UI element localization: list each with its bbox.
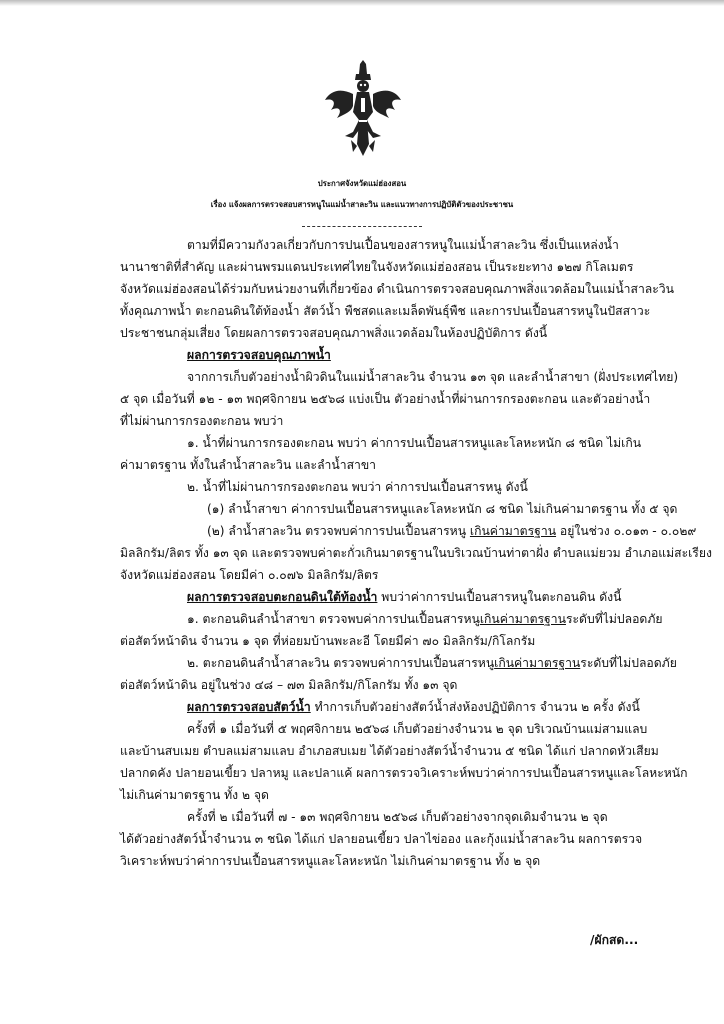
title-divider <box>302 226 422 227</box>
continued-marker: /ผักสด... <box>590 933 639 947</box>
water-subitem-1: (๑) ลำน้ำสาขา ค่าการปนเปื้อนสารหนูและโลหะหนัก ๘ ชนิด ไม่เกินค่ามาตรฐาน ทั้ง ๕ จุด <box>207 502 678 516</box>
exceeds-standard-text: เกินค่ามาตรฐาน <box>479 612 566 626</box>
water-subitem-2-cont: จังหวัดแม่ฮ่องสอน โดยมีค่า ๐.๐๗๖ มิลลิกรัม/ลิตร <box>120 568 379 582</box>
intro-line: นานาชาติที่สำคัญ และผ่านพรมแดนประเทศไทยในจังหวัดแม่ฮ่องสอน เป็นระยะทาง ๑๒๗ กิโลเมตร <box>120 260 634 274</box>
subitem-2-text: (๒) ลำน้ำสาละวิน ตรวจพบค่าการปนเปื้อนสารหนู <box>207 524 470 538</box>
sediment-item-1-cont: ต่อสัตว์หน้าดิน จำนวน ๑ จุด ที่ห่อยมบ้านพะละอี โดยมีค่า ๗๐ มิลลิกรัม/กิโลกรัม <box>120 634 536 648</box>
sediment-item-2 <box>187 655 677 671</box>
sediment-item-1-text: ๑. ตะกอนดินลำน้ำสาขา ตรวจพบค่าการปนเปื้อนสารหนู <box>187 612 480 626</box>
top-edge-shadow <box>0 0 724 6</box>
document-subject: เรื่อง แจ้งผลการตรวจสอบสารหนูในแม่น้ำสาละวิน และแนวทางการปฏิบัติตัวของประชาชน <box>210 200 514 209</box>
aquatic-round-2-cont: วิเคราะห์พบว่าค่าการปนเปื้อนสารหนูและโลหะหนัก ไม่เกินค่ามาตรฐาน ทั้ง ๒ จุด <box>120 854 541 868</box>
aquatic-round-2-cont: ได้ตัวอย่างสัตว์น้ำจำนวน ๓ ชนิด ได้แก่ ปลายอนเขี้ยว ปลาไข่ออง และกุ้งแม่น้ำสาละวิน ผลการตรวจ <box>120 832 643 846</box>
water-item-2: ๒. น้ำที่ไม่ผ่านการกรองตะกอน พบว่า ค่าการปนเปื้อนสารหนู ดังนี้ <box>187 480 528 494</box>
water-item-1: ๑. น้ำที่ผ่านการกรองตะกอน พบว่า ค่าการปนเปื้อนสารหนูและโลหะหนัก ๘ ชนิด ไม่เกิน <box>187 436 642 450</box>
sediment-intro: พบว่าค่าการปนเปื้อนสารหนูในตะกอนดิน ดังนี้ <box>377 590 622 604</box>
sediment-item-1 <box>187 611 663 627</box>
intro-line: ประชาชนกลุ่มเสี่ยง โดยผลการตรวจสอบคุณภาพสิ่งแวดล้อมในห้องปฏิบัติการ ดังนี้ <box>120 326 548 340</box>
sediment-item-2-cont: ต่อสัตว์หน้าดิน อยู่ในช่วง ๔๘ – ๗๓ มิลลิกรัม/กิโลกรัม ทั้ง ๑๓ จุด <box>120 678 458 692</box>
intro-line: จังหวัดแม่ฮ่องสอนได้ร่วมกับหน่วยงานที่เกี่ยวข้อง ดำเนินการตรวจสอบคุณภาพสิ่งแวดล้อมในแม่น้ำสาละวิน <box>120 282 674 296</box>
sediment-section-heading: ผลการตรวจสอบตะกอนดินใต้ท้องน้ำ <box>187 590 378 604</box>
aquatic-section-heading: ผลการตรวจสอบสัตว์น้ำ <box>187 700 311 714</box>
aquatic-round-1-cont: ปลากดคัง ปลายอนเขี้ยว ปลาหมู และปลาแค้ ผลการตรวจวิเคราะห์พบว่าค่าการปนเปื้อนสารหนูและโลหะหนัก <box>120 766 688 780</box>
exceeds-standard-text: เกินค่ามาตรฐาน <box>494 656 581 670</box>
document-title: ประกาศจังหวัดแม่ฮ่องสอน <box>317 179 407 188</box>
water-subitem-2-cont: มิลลิกรัม/ลิตร ทั้ง ๑๓ จุด และตรวจพบค่าตะกั่วเกินมาตรฐานในบริเวณบ้านท่าตาฝั่ง ตำบลแม่ยวม อำเภอแม่สะเรียง <box>120 546 712 560</box>
sediment-item-1-level: ระดับที่ไม่ปลอดภัย <box>565 612 663 626</box>
aquatic-intro: ทำการเก็บตัวอย่างสัตว์น้ำส่งห้องปฏิบัติการ จำนวน ๒ ครั้ง ดังนี้ <box>310 700 640 714</box>
water-subitem-2 <box>207 523 696 539</box>
water-paragraph-line: จากการเก็บตัวอย่างน้ำผิวดินในแม่น้ำสาละวิน จำนวน ๑๓ จุด และลำน้ำสาขา (ฝั่งประเทศไทย) <box>187 370 679 384</box>
water-paragraph-line: ที่ไม่ผ่านการกรองตะกอน พบว่า <box>120 414 284 428</box>
subitem-2-range: อยู่ในช่วง ๐.๐๑๓ - ๐.๐๒๙ <box>556 524 697 538</box>
aquatic-round-2: ครั้งที่ ๒ เมื่อวันที่ ๗ - ๑๓ พฤศจิกายน ๒๕๖๘ เก็บตัวอย่างจากจุดเดิมจำนวน ๒ จุด <box>187 810 608 824</box>
aquatic-round-1: ครั้งที่ ๑ เมื่อวันที่ ๕ พฤศจิกายน ๒๕๖๘ เก็บตัวอย่างจำนวน ๒ จุด บริเวณบ้านแม่สามแลบ <box>187 722 648 736</box>
sediment-heading-line <box>187 589 621 605</box>
exceeds-standard-text: เกินค่ามาตรฐาน <box>469 524 557 538</box>
water-item-1-cont: ค่ามาตรฐาน ทั้งในลำน้ำสาละวิน และลำน้ำสาขา <box>120 458 377 472</box>
sediment-item-2-text: ๒. ตะกอนดินลำน้ำสาละวิน ตรวจพบค่าการปนเปื้อนสารหนู <box>187 656 495 670</box>
water-section-heading: ผลการตรวจสอบคุณภาพน้ำ <box>187 348 331 362</box>
sediment-item-2-level: ระดับที่ไม่ปลอดภัย <box>580 656 677 670</box>
aquatic-round-1-cont: ไม่เกินค่ามาตรฐาน ทั้ง ๒ จุด <box>120 788 269 802</box>
intro-line: ตามที่มีความกังวลเกี่ยวกับการปนเปื้อนของสารหนูในแม่น้ำสาละวิน ซึ่งเป็นแหล่งน้ำ <box>187 238 619 252</box>
water-paragraph-line: ๕ จุด เมื่อวันที่ ๑๒ - ๑๓ พฤศจิกายน ๒๕๖๘ แบ่งเป็น ตัวอย่างน้ำที่ผ่านการกรองตะกอน และตัวอย่างน้ำ <box>120 392 651 406</box>
intro-line: ทั้งคุณภาพน้ำ ตะกอนดินใต้ท้องน้ำ สัตว์น้ำ พืชสดและเมล็ดพันธุ์พืช และการปนเปื้อนสารหนูในปัสสาวะ <box>120 304 651 318</box>
garuda-emblem <box>323 60 403 160</box>
aquatic-round-1-cont: และบ้านสบเมย ตำบลแม่สามแลบ อำเภอสบเมย ได้ตัวอย่างสัตว์น้ำจำนวน ๕ ชนิด ได้แก่ ปลากดหัวเสียม <box>120 744 659 758</box>
aquatic-heading-line <box>187 699 640 715</box>
